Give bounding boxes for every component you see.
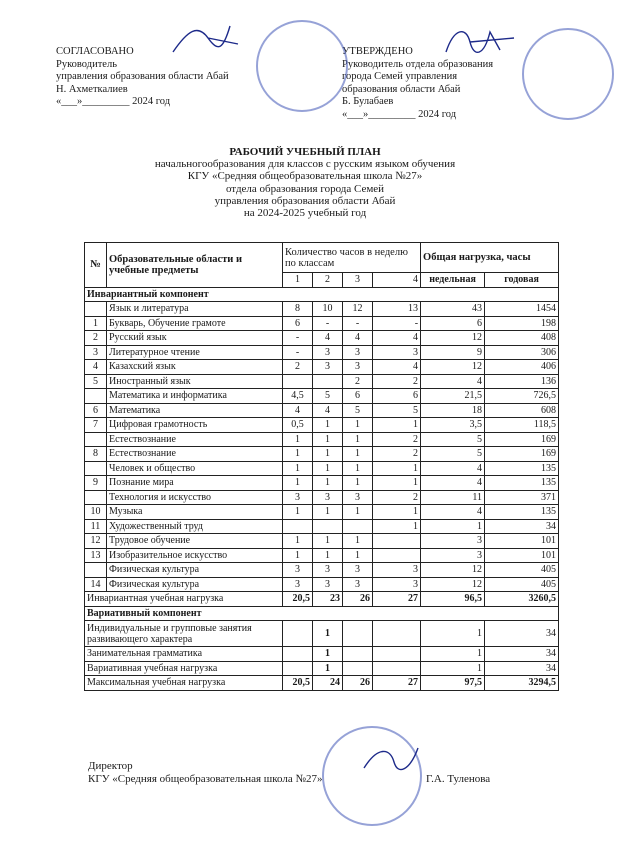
row-grade-1: - — [283, 331, 313, 346]
row-weekly: 5 — [421, 432, 485, 447]
row-grade-2: 1 — [313, 432, 343, 447]
row-grade-4: 2 — [373, 374, 421, 389]
variative-value: 1 — [421, 661, 485, 676]
variative-label: Вариативная учебная нагрузка — [85, 661, 283, 676]
row-number: 6 — [85, 403, 107, 418]
title-line1: РАБОЧИЙ УЧЕБНЫЙ ПЛАН — [229, 146, 381, 158]
footer-title: Директор — [88, 760, 133, 772]
table-row — [85, 345, 559, 360]
row-weekly: 43 — [421, 302, 485, 317]
row-grade-3: 3 — [343, 563, 373, 578]
row-yearly: 135 — [485, 461, 559, 476]
row-grade-1: 1 — [283, 461, 313, 476]
row-grade-1: 1 — [283, 534, 313, 549]
row-grade-3: 1 — [343, 432, 373, 447]
row-subject: Художественный труд — [107, 519, 283, 534]
row-subject: Технология и искусство — [107, 490, 283, 505]
row-grade-4: 3 — [373, 345, 421, 360]
row-weekly: 5 — [421, 447, 485, 462]
row-grade-1: 0,5 — [283, 418, 313, 433]
row-yearly: 136 — [485, 374, 559, 389]
row-grade-2: 3 — [313, 577, 343, 592]
row-grade-3: 6 — [343, 389, 373, 404]
row-subject: Естествознание — [107, 432, 283, 447]
table-row — [85, 461, 559, 476]
approval-left-line1: Руководитель — [56, 58, 117, 70]
approval-right-line4: Б. Булабаев — [342, 96, 394, 107]
row-grade-2: 4 — [313, 403, 343, 418]
row-weekly: 6 — [421, 316, 485, 331]
row-grade-3: 4 — [343, 331, 373, 346]
row-grade-2: 1 — [313, 447, 343, 462]
row-yearly: 34 — [485, 519, 559, 534]
row-grade-4: 13 — [373, 302, 421, 317]
invariant-total-value: 23 — [313, 592, 343, 607]
row-weekly: 3 — [421, 548, 485, 563]
table-row — [85, 302, 559, 317]
section-row-variative — [85, 606, 559, 621]
row-weekly: 12 — [421, 577, 485, 592]
approval-left-line2: управления образования области Абай — [56, 71, 229, 82]
row-yearly: 405 — [485, 563, 559, 578]
signature-right — [440, 22, 520, 62]
variative-label: Занимательная грамматика — [85, 647, 283, 662]
row-grade-3: - — [343, 316, 373, 331]
table-row — [85, 389, 559, 404]
row-grade-3: 3 — [343, 345, 373, 360]
table-row — [85, 519, 559, 534]
row-subject: Букварь, Обучение грамоте — [107, 316, 283, 331]
variative-value — [343, 621, 373, 647]
table-row — [85, 534, 559, 549]
row-grade-2: 1 — [313, 534, 343, 549]
max-total-value: 3294,5 — [485, 676, 559, 691]
table-row — [85, 548, 559, 563]
table-row — [85, 316, 559, 331]
row-number: 4 — [85, 360, 107, 375]
row-grade-4: 1 — [373, 505, 421, 520]
max-total-value: 97,5 — [421, 676, 485, 691]
row-weekly: 4 — [421, 476, 485, 491]
header-load: Общая нагрузка, часы — [421, 243, 559, 273]
invariant-total-row — [85, 592, 559, 607]
row-yearly: 118,5 — [485, 418, 559, 433]
row-number: 13 — [85, 548, 107, 563]
row-grade-3: 1 — [343, 461, 373, 476]
row-yearly: 726,5 — [485, 389, 559, 404]
row-subject: Трудовое обучение — [107, 534, 283, 549]
row-weekly: 1 — [421, 519, 485, 534]
approval-right-date: «___»_________ 2024 год — [342, 108, 457, 120]
row-grade-2: 1 — [313, 476, 343, 491]
row-grade-2: 1 — [313, 461, 343, 476]
max-total-label: Максимальная учебная нагрузка — [85, 676, 283, 691]
header-grade-3: 3 — [343, 273, 373, 288]
row-grade-3: 1 — [343, 476, 373, 491]
table-row — [85, 331, 559, 346]
row-yearly: 198 — [485, 316, 559, 331]
variative-value — [343, 661, 373, 676]
row-grade-1: 1 — [283, 505, 313, 520]
document-title — [90, 146, 520, 219]
row-subject: Естествознание — [107, 447, 283, 462]
approval-right-heading: УТВЕРЖДЕНО — [342, 46, 413, 57]
table-row — [85, 403, 559, 418]
section-variative-label: Вариативный компонент — [85, 606, 559, 621]
approval-right-line2: города Семей управления — [342, 71, 458, 82]
row-grade-4: 4 — [373, 331, 421, 346]
section-row-invariant — [85, 287, 559, 302]
header-grade-2: 2 — [313, 273, 343, 288]
row-subject: Математика — [107, 403, 283, 418]
row-yearly: 135 — [485, 476, 559, 491]
row-grade-2 — [313, 519, 343, 534]
table-row — [85, 374, 559, 389]
row-grade-1: 1 — [283, 432, 313, 447]
header-yearly: годовая — [485, 273, 559, 288]
invariant-total-value: 26 — [343, 592, 373, 607]
title-line2: начальногообразования для классов с русским языком обучения — [154, 158, 456, 171]
variative-value — [283, 661, 313, 676]
row-yearly: 406 — [485, 360, 559, 375]
row-yearly: 608 — [485, 403, 559, 418]
invariant-total-value: 27 — [373, 592, 421, 607]
row-grade-2: 10 — [313, 302, 343, 317]
row-number — [85, 389, 107, 404]
row-grade-4 — [373, 534, 421, 549]
row-weekly: 21,5 — [421, 389, 485, 404]
variative-value: 1 — [313, 621, 343, 647]
row-grade-4: 1 — [373, 519, 421, 534]
row-grade-1: 1 — [283, 476, 313, 491]
row-grade-4: - — [373, 316, 421, 331]
row-subject: Физическая культура — [107, 563, 283, 578]
row-yearly: 371 — [485, 490, 559, 505]
row-number: 3 — [85, 345, 107, 360]
row-number: 1 — [85, 316, 107, 331]
row-grade-1: 2 — [283, 360, 313, 375]
row-number — [85, 490, 107, 505]
variative-row — [85, 621, 559, 647]
invariant-total-value: 96,5 — [421, 592, 485, 607]
table-row — [85, 490, 559, 505]
row-grade-1: 8 — [283, 302, 313, 317]
header-grade-4: 4 — [373, 273, 421, 288]
row-number: 8 — [85, 447, 107, 462]
row-weekly: 4 — [421, 374, 485, 389]
invariant-total-label: Инвариантная учебная нагрузка — [85, 592, 283, 607]
title-line3: КГУ «Средняя общеобразовательная школа №27» — [187, 170, 423, 183]
row-subject: Литературное чтение — [107, 345, 283, 360]
row-subject: Казахский язык — [107, 360, 283, 375]
header-grade-1: 1 — [283, 273, 313, 288]
row-grade-2: 3 — [313, 360, 343, 375]
row-grade-3: 5 — [343, 403, 373, 418]
row-grade-2: 1 — [313, 418, 343, 433]
table-row — [85, 432, 559, 447]
approval-left-heading: СОГЛАСОВАНО — [56, 46, 134, 57]
row-grade-2: 3 — [313, 490, 343, 505]
row-grade-3: 1 — [343, 534, 373, 549]
variative-value: 34 — [485, 647, 559, 662]
header-weekly: недельная — [421, 273, 485, 288]
row-subject: Иностранный язык — [107, 374, 283, 389]
variative-label: Индивидуальные и групповые занятия развивающего характера — [85, 621, 283, 647]
row-grade-3: 2 — [343, 374, 373, 389]
variative-value — [283, 621, 313, 647]
row-subject: Музыка — [107, 505, 283, 520]
variative-value — [373, 647, 421, 662]
row-yearly: 408 — [485, 331, 559, 346]
variative-value — [283, 647, 313, 662]
row-number: 9 — [85, 476, 107, 491]
title-line5: управления образования области Абай — [214, 194, 396, 207]
table-row — [85, 447, 559, 462]
approval-left-line3: Н. Ахметкалиев — [56, 83, 128, 95]
footer-signer: Г.А. Туленова — [426, 772, 491, 785]
signature-left — [168, 20, 248, 60]
row-grade-4: 2 — [373, 490, 421, 505]
row-grade-2 — [313, 374, 343, 389]
row-weekly: 4 — [421, 505, 485, 520]
row-number: 2 — [85, 331, 107, 346]
row-subject: Цифровая грамотность — [107, 418, 283, 433]
max-total-row — [85, 676, 559, 691]
table-row — [85, 360, 559, 375]
invariant-total-value: 3260,5 — [485, 592, 559, 607]
row-grade-4: 2 — [373, 447, 421, 462]
row-yearly: 306 — [485, 345, 559, 360]
row-yearly: 169 — [485, 447, 559, 462]
row-grade-3: 3 — [343, 490, 373, 505]
approval-right-line3: образования области Абай — [342, 83, 461, 95]
row-weekly: 12 — [421, 563, 485, 578]
footer-school: КГУ «Средняя общеобразовательная школа №27» — [88, 772, 323, 785]
row-grade-4: 5 — [373, 403, 421, 418]
row-grade-4: 2 — [373, 432, 421, 447]
row-number — [85, 302, 107, 317]
row-grade-4: 6 — [373, 389, 421, 404]
row-grade-2: - — [313, 316, 343, 331]
title-line4: отдела образования города Семей — [225, 182, 385, 195]
row-number: 5 — [85, 374, 107, 389]
row-weekly: 12 — [421, 360, 485, 375]
row-grade-1: 4,5 — [283, 389, 313, 404]
row-grade-4: 1 — [373, 476, 421, 491]
approval-left-date: «___»_________ 2024 год — [56, 96, 171, 107]
row-subject: Изобразительное искусство — [107, 548, 283, 563]
row-subject: Физическая культура — [107, 577, 283, 592]
row-grade-3 — [343, 519, 373, 534]
header-subject: Образовательные области и учебные предметы — [107, 243, 283, 288]
row-subject: Язык и литература — [107, 302, 283, 317]
row-grade-2: 3 — [313, 563, 343, 578]
row-grade-4 — [373, 548, 421, 563]
row-number — [85, 432, 107, 447]
row-grade-3: 1 — [343, 418, 373, 433]
row-number: 12 — [85, 534, 107, 549]
row-grade-3: 3 — [343, 360, 373, 375]
table-row — [85, 418, 559, 433]
row-grade-1: 1 — [283, 447, 313, 462]
row-number: 11 — [85, 519, 107, 534]
variative-value: 1 — [421, 647, 485, 662]
table-row — [85, 563, 559, 578]
row-grade-1: - — [283, 345, 313, 360]
row-grade-4: 1 — [373, 461, 421, 476]
row-yearly: 1454 — [485, 302, 559, 317]
row-yearly: 135 — [485, 505, 559, 520]
variative-value — [373, 661, 421, 676]
variative-value: 34 — [485, 621, 559, 647]
row-yearly: 169 — [485, 432, 559, 447]
row-subject: Человек и общество — [107, 461, 283, 476]
seal-right — [522, 28, 614, 120]
row-weekly: 9 — [421, 345, 485, 360]
row-grade-4: 1 — [373, 418, 421, 433]
row-grade-3: 3 — [343, 577, 373, 592]
row-weekly: 3,5 — [421, 418, 485, 433]
variative-value: 1 — [313, 647, 343, 662]
max-total-value: 27 — [373, 676, 421, 691]
row-grade-1: 3 — [283, 577, 313, 592]
row-yearly: 405 — [485, 577, 559, 592]
signature-block — [88, 760, 508, 785]
row-grade-2: 3 — [313, 345, 343, 360]
max-total-value: 24 — [313, 676, 343, 691]
header-hours: Количество часов в неделю по классам — [283, 243, 421, 273]
max-total-value: 20,5 — [283, 676, 313, 691]
row-weekly: 4 — [421, 461, 485, 476]
row-weekly: 11 — [421, 490, 485, 505]
row-grade-2: 4 — [313, 331, 343, 346]
row-grade-4: 4 — [373, 360, 421, 375]
variative-value: 1 — [313, 661, 343, 676]
max-total-value: 26 — [343, 676, 373, 691]
row-grade-1: 3 — [283, 490, 313, 505]
row-subject: Познание мира — [107, 476, 283, 491]
row-number: 10 — [85, 505, 107, 520]
invariant-total-value: 20,5 — [283, 592, 313, 607]
curriculum-table — [84, 242, 559, 691]
variative-value — [373, 621, 421, 647]
variative-value: 34 — [485, 661, 559, 676]
row-weekly: 18 — [421, 403, 485, 418]
section-invariant-label: Инвариантный компонент — [85, 287, 559, 302]
row-subject: Русский язык — [107, 331, 283, 346]
row-weekly: 3 — [421, 534, 485, 549]
row-number — [85, 563, 107, 578]
variative-row — [85, 647, 559, 662]
row-grade-2: 1 — [313, 505, 343, 520]
row-grade-3: 1 — [343, 548, 373, 563]
row-grade-2: 5 — [313, 389, 343, 404]
row-grade-1: 6 — [283, 316, 313, 331]
variative-row — [85, 661, 559, 676]
variative-value — [343, 647, 373, 662]
row-number: 14 — [85, 577, 107, 592]
row-grade-3: 12 — [343, 302, 373, 317]
title-line6: на 2024-2025 учебный год — [243, 207, 367, 220]
row-subject: Математика и информатика — [107, 389, 283, 404]
approval-right-line1: Руководитель отдела образования — [342, 58, 494, 70]
table-row — [85, 476, 559, 491]
row-weekly: 12 — [421, 331, 485, 346]
row-grade-1: 3 — [283, 563, 313, 578]
header-number: № — [85, 243, 107, 288]
row-grade-1 — [283, 374, 313, 389]
table-header-row — [85, 243, 559, 273]
row-grade-3: 1 — [343, 447, 373, 462]
row-yearly: 101 — [485, 534, 559, 549]
row-grade-1: 4 — [283, 403, 313, 418]
table-row — [85, 577, 559, 592]
row-grade-1 — [283, 519, 313, 534]
row-number: 7 — [85, 418, 107, 433]
table-row — [85, 505, 559, 520]
row-grade-4: 3 — [373, 577, 421, 592]
row-grade-2: 1 — [313, 548, 343, 563]
seal-left — [256, 20, 348, 112]
variative-value: 1 — [421, 621, 485, 647]
row-grade-3: 1 — [343, 505, 373, 520]
row-grade-4: 3 — [373, 563, 421, 578]
row-number — [85, 461, 107, 476]
row-grade-1: 1 — [283, 548, 313, 563]
row-yearly: 101 — [485, 548, 559, 563]
